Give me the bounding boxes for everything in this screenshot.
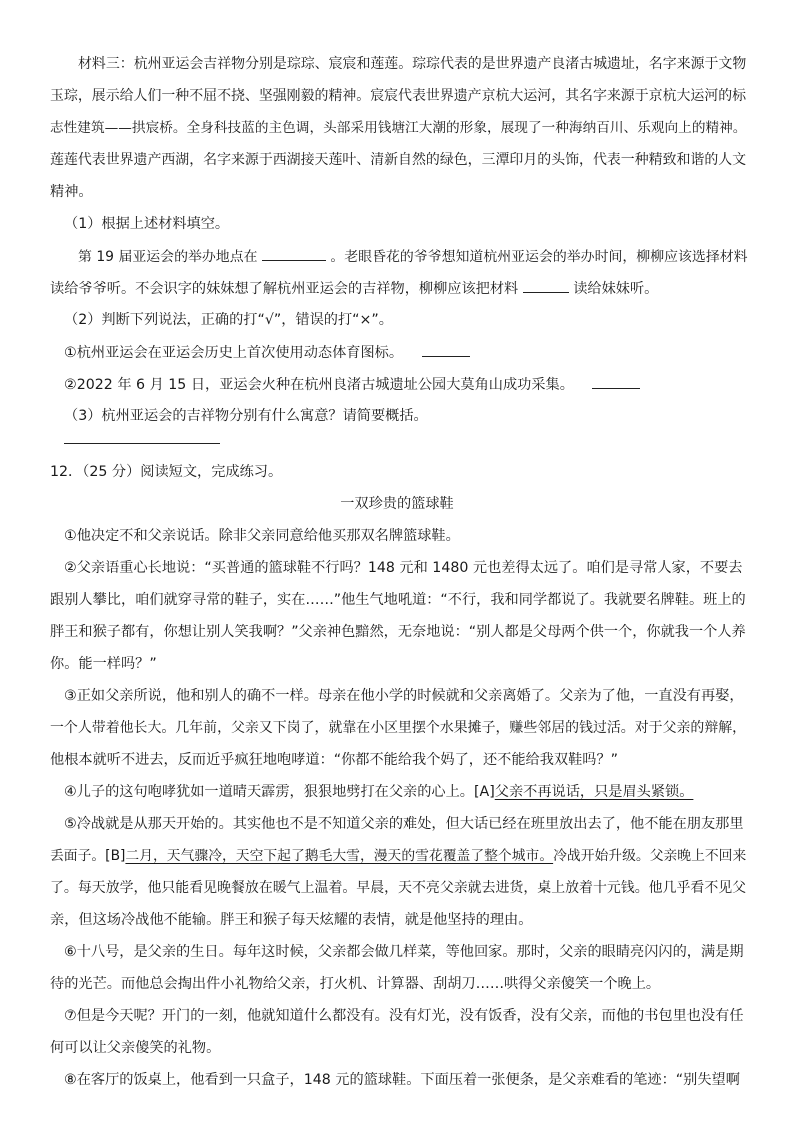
q2-title: （2）判断下列说法，正确的打“√”，错误的打“×”。 — [64, 312, 393, 328]
paragraph-6-line-1: ⑥十八号，是父亲的生日。每年这时候，父亲都会做几样菜，等他回家。那时，父亲的眼睛亮闪闪的，满是期 — [64, 944, 744, 960]
paragraph-6-line-2: 待的光芒。而他总会掏出件小礼物给父亲，打火机、计算器、刮胡刀……哄得父亲傻笑一个晚上。 — [50, 976, 661, 992]
q12-heading: 12．（25 分）阅读短文，完成练习。 — [50, 464, 283, 480]
paragraph-5-text-pre: 丢面子。[B] — [50, 848, 126, 864]
passage-title: 一双珍贵的篮球鞋 — [340, 496, 454, 512]
answer-blank-venue[interactable] — [262, 246, 326, 261]
q1-line-b — [0, 278, 794, 299]
q1-line-a — [0, 246, 794, 267]
answer-blank-judge-1[interactable] — [422, 342, 470, 357]
underlined-sentence-a: 父亲不再说话，只是眉头紧锁。 — [494, 784, 694, 800]
q1-title: （1）根据上述材料填空。 — [64, 216, 230, 232]
paragraph-5-text-post: 冷战开始升级。父亲晚上不回来 — [553, 848, 747, 864]
material3-line-4: 莲莲代表世界遗产西湖，名字来源于西湖接天莲叶、清新自然的绿色，三潭印月的头饰，代表一种精致和谐的人文 — [50, 152, 747, 168]
answer-blank-material[interactable] — [523, 278, 569, 293]
answer-line-q3[interactable] — [64, 443, 220, 444]
q1-b-post: 读给妹妹听。 — [573, 281, 659, 297]
paragraph-2-line-1: ②父亲语重心长地说：“买普通的篮球鞋不行吗？148 元和 1480 元也差得太远了。咱们是寻常人家，不要去 — [64, 560, 743, 576]
paragraph-8-line-1: ⑧在客厅的饭桌上，他看到一只盒子，148 元的篮球鞋。下面压着一张便条，是父亲难看的笔迹：“别失望啊 — [64, 1072, 740, 1088]
material3-line-3: 志性建筑——拱宸桥。全身科技蓝的主色调，头部采用钱塘江大潮的形象，展现了一种海纳百川、乐观向上的精神。 — [50, 120, 747, 136]
paragraph-7-line-1: ⑦但是今天呢？开门的一刻，他就知道什么都没有。没有灯光，没有饭香，没有父亲，而他的书包里也没有任 — [64, 1008, 744, 1024]
underlined-sentence-b: 二月，天气骤冷，天空下起了鹅毛大雪，漫天的雪花覆盖了整个城市。 — [125, 848, 554, 864]
paragraph-3-line-3: 他根本就听不进去，反而近乎疯狂地咆哮道：“你都不能给我个妈了，还不能给我双鞋吗？” — [50, 752, 619, 768]
q1-a-pre: 第 19 届亚运会的举办地点在 — [78, 249, 258, 265]
paragraph-5-line-2 — [0, 846, 794, 866]
answer-blank-judge-2[interactable] — [592, 374, 640, 389]
material3-line-5: 精神。 — [50, 184, 93, 200]
q2-s2-text: ②2022 年 6 月 15 日，亚运会火种在杭州良渚古城遗址公园大莫角山成功采集。 — [64, 377, 574, 393]
q3-title: （3）杭州亚运会的吉祥物分别有什么寓意？请简要概括。 — [64, 408, 428, 424]
q2-statement-1 — [0, 342, 794, 363]
paragraph-3-line-2: 一个人带着他长大。几年前，父亲又下岗了，就靠在小区里摆个水果摊子，赚些邻居的钱过活。对于父亲的辩解， — [50, 720, 747, 736]
paragraph-5-line-3: 了。每天放学，他只能看见晚餐放在暖气上温着。早晨，天不亮父亲就去进货，桌上放着十元钱。他几乎看不见父 — [50, 880, 747, 896]
paragraph-4 — [0, 782, 794, 802]
q1-b-pre: 读给爷爷听。不会识字的妹妹想了解杭州亚运会的吉祥物，柳柳应该把材料 — [50, 281, 519, 297]
paragraph-1: ①他决定不和父亲说话。除非父亲同意给他买那双名牌篮球鞋。 — [64, 528, 460, 544]
paragraph-5-line-4: 亲，但这场冷战他不能输。胖王和猴子每天炫耀的表情，就是他坚持的理由。 — [50, 912, 533, 928]
paragraph-4-text: ④儿子的这句咆哮犹如一道晴天霹雳，狠狠地劈打在父亲的心上。[A] — [64, 784, 495, 800]
q1-a-post: 。老眼昏花的爷爷想知道杭州亚运会的举办时间，柳柳应该选择材料 — [330, 249, 748, 265]
paragraph-2-line-2: 跟别人攀比，咱们就穿寻常的鞋子，实在……”他生气地吼道：“不行，我和同学都说了。我就要名牌鞋。班上的 — [50, 592, 746, 608]
paragraph-2-line-3: 胖王和猴子都有，你想让别人笑我啊？”父亲神色黯然，无奈地说：“别人都是父母两个供一个，你就我一个人养 — [50, 624, 746, 640]
material3-line-2: 玉琮，展示给人们一种不屈不挠、坚强刚毅的精神。宸宸代表世界遗产京杭大运河，其名字来源于京杭大运河的标 — [50, 88, 747, 104]
paragraph-3-line-1: ③正如父亲所说，他和别人的确不一样。母亲在他小学的时候就和父亲离婚了。父亲为了他，一直没有再娶， — [64, 688, 744, 704]
paragraph-7-line-2: 何可以让父亲傻笑的礼物。 — [50, 1040, 221, 1056]
paragraph-2-line-4: 你。能一样吗？” — [50, 656, 157, 672]
q2-statement-2 — [0, 374, 794, 395]
material3-line-1: 材料三：杭州亚运会吉祥物分别是琮琮、宸宸和莲莲。琮琮代表的是世界遗产良渚古城遗址，名字来源于文物 — [78, 56, 747, 72]
paragraph-5-line-1: ⑤冷战就是从那天开始的。其实他也不是不知道父亲的难处，但大话已经在班里放出去了，他不能在朋友那里 — [64, 816, 744, 832]
q2-s1-text: ①杭州亚运会在亚运会历史上首次使用动态体育图标。 — [64, 345, 404, 361]
